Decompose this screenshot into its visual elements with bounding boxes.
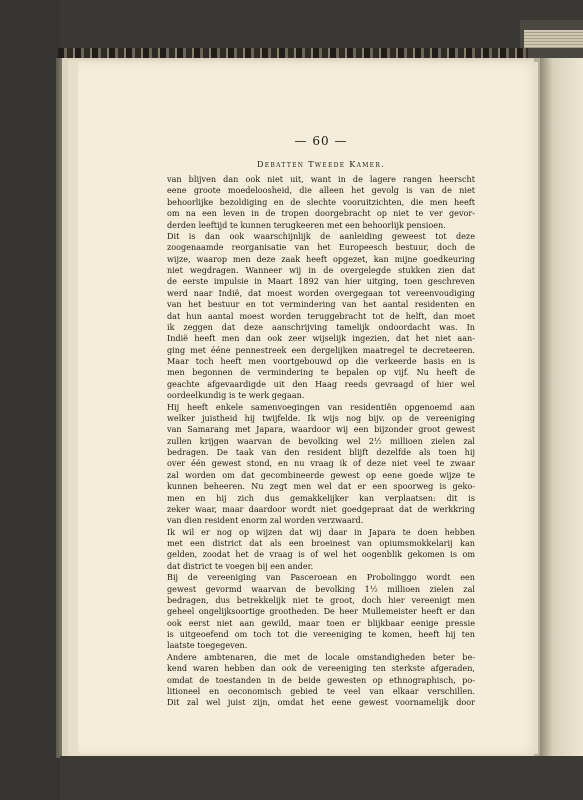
- text-line: dat district te voegen bij een ander.: [167, 560, 314, 571]
- text-line: niet wegdragen. Wanneer wij in de overgelegde stukken zien dat: [167, 265, 475, 275]
- text-line: Dit zal wel juist zijn, omdat het eene gewest voornamelijk door: [167, 697, 475, 708]
- text-line: men en hij zich dus gemakkelijker kan verplaatsen: dit is: [167, 492, 475, 503]
- text-line: bedragen. De taak van den resident blijft dezelfde als toen hij: [167, 447, 475, 457]
- text-line: gewest gevormd waarvan de bevolking 1½ millioen zielen zal: [167, 583, 475, 594]
- text-line: eene groote moedeloosheid, die alleen het gevolg is van de niet: [167, 185, 475, 196]
- text-line: de eerste impulsie in Maart 1892 van hier uitging, toen geschreven: [167, 276, 475, 287]
- text-line: ging met ééne pennestreek een dergelijken maatregel te decreteeren.: [167, 344, 475, 355]
- text-line: zal worden om dat gecombineerde gewest op eene goede wijze te: [167, 469, 475, 480]
- text-line: van Samarang met Japara, waardoor wij een bijzonder groot gewest: [167, 424, 475, 435]
- text-line: geachte afgevaardigde uit den Haag reeds gevraagd of hier wel: [167, 378, 475, 389]
- text-line: gelden, zoodat het de vraag is of wel het oogenblik gekomen is om: [167, 549, 475, 560]
- text-line: behoorlijke bezoldiging en de slechte vooruitzichten, die men heeft: [167, 196, 475, 207]
- facing-page: [540, 58, 583, 758]
- text-line: zeker waar, maar daardoor wordt niet goedgepraat dat de werkkring: [167, 503, 475, 514]
- text-line: litioneel en oeconomisch gebied te veel van elkaar verschillen.: [167, 685, 475, 696]
- text-line: geheel ongelijksoortige grootheden. De heer Mullemeister heeft er dan: [167, 606, 475, 617]
- text-line: derden leeftijd te kunnen terugkeeren met een behoorlijk pensioen.: [167, 219, 446, 230]
- text-line: wijze, waarop men deze zaak heeft opgezet, kan mijne goedkeuring: [167, 253, 475, 264]
- text-line: kend waren hebben dan ook de vereeniging ten sterkste afgeraden,: [167, 663, 475, 674]
- text-line: zullen krijgen waarvan de bevolking wel 2½ millioen zielen zal: [167, 435, 475, 446]
- text-line: Dit is dan ook waarschijnlijk de aanleiding geweest tot deze: [167, 230, 475, 241]
- text-line: met een district dat als een broeinest van opiumsmokkelarij kan: [167, 538, 475, 548]
- text-line: om na een leven in de tropen doorgebracht op niet te ver gevor-: [167, 208, 475, 219]
- text-line: omdat de toestanden in de beide gewesten op ethnographisch, po-: [167, 674, 475, 685]
- text-line: van blijven dan ook niet uit, want in de lagere rangen heerscht: [167, 174, 475, 184]
- text-line: Maar toch heeft men voortgebouwd op die verkeerde basis en is: [167, 356, 475, 366]
- text-line: ik zeggen dat deze aanschrijving tamelijk ondoordacht was. In: [167, 321, 475, 332]
- text-line: van dien resident enorm zal worden verzwaard.: [167, 515, 364, 526]
- text-line: kunnen beheeren. Nu zegt men wel dat er een spoorweg is geko-: [167, 481, 475, 492]
- text-line: is uitgeoefend om toch tot die vereeniging te komen, heeft hij ten: [167, 629, 475, 639]
- text-line: van het bestuur en tot vermindering van het aantal residenten en: [167, 299, 475, 310]
- body-text: [167, 174, 475, 709]
- text-line: laatste toegegeven.: [167, 640, 248, 651]
- text-line: dat hun aantal moest worden teruggebracht tot de helft, dan moet: [167, 310, 475, 321]
- text-line: oordeelkundig is te werk gegaan.: [167, 390, 305, 401]
- running-head: Debatten Tweede Kamer.: [257, 160, 385, 169]
- text-line: Hij heeft enkele samenvoegingen van residentiën opgenoemd aan: [167, 401, 475, 412]
- text-line: over één gewest stond, en nu vraag ik of deze niet veel te zwaar: [167, 458, 475, 469]
- text-line: ook eerst niet aan gewild, maar toen er blijkbaar eenige pressie: [167, 617, 475, 628]
- page-number: — 60 —: [294, 134, 348, 148]
- text-line: Andere ambtenaren, die met de locale omstandigheden beter be-: [167, 651, 475, 662]
- text-line: Indië heeft men dan ook zeer wijselijk ingezien, dat het niet aan-: [167, 333, 475, 344]
- scan-background-bottom: [60, 756, 583, 800]
- text-line: Ik wil er nog op wijzen dat wij daar in Japara te doen hebben: [167, 526, 475, 537]
- text-line: bedragen, dus betrekkelijk niet te groot, doch hier vereenigt men: [167, 594, 475, 605]
- text-line: werd naar Indië, dat moest worden overgegaan tot vereenvoudiging: [167, 287, 475, 298]
- adjacent-book-pages: [524, 30, 583, 48]
- text-line: Bij de vereeniging van Pasceroean en Probolinggo wordt een: [167, 572, 475, 583]
- text-line: zoogenaamde reorganisatie van het Europeesch bestuur, doch de: [167, 242, 475, 253]
- text-line: welker juistheid hij twijfelde. Ik wijs nog bijv. op de vereeniging: [167, 412, 475, 423]
- scan-background-left: [0, 0, 60, 800]
- text-line: men begonnen de vermindering te bepalen op vijf. Nu heeft de: [167, 367, 475, 378]
